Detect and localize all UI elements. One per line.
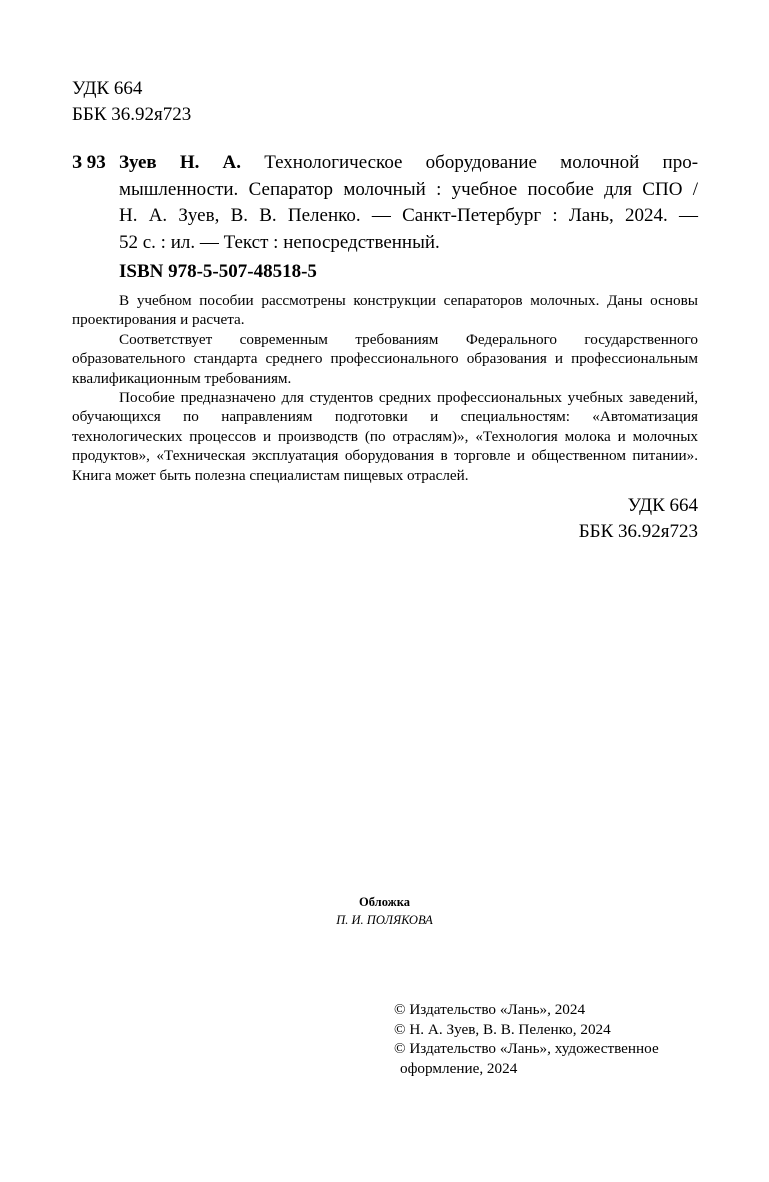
isbn: ISBN 978-5-507-48518-5 xyxy=(119,261,317,282)
bbk-code-bottom: ББК 36.92я723 xyxy=(578,521,698,542)
classification-bottom xyxy=(579,493,698,545)
abstract-paragraph-1: В учебном пособии рассмотрены конструкции сепараторов молочных. Даны основы проектирования и расчета. xyxy=(72,292,698,329)
bib-author: Зуев Н. А. xyxy=(119,152,242,173)
cover-designer: П. И. ПОЛЯКОВА xyxy=(336,913,433,927)
bib-line-1 xyxy=(119,150,698,177)
author-mark: З 93 xyxy=(72,152,106,173)
copyright-line-1: © Издательство «Лань», 2024 xyxy=(394,1001,586,1018)
bibliographic-record xyxy=(119,150,698,256)
udk-code-bottom: УДК 664 xyxy=(627,495,698,516)
cover-credit xyxy=(0,893,769,929)
copyright-line-2: © Н. А. Зуев, В. В. Пеленко, 2024 xyxy=(394,1020,611,1038)
cover-label: Обложка xyxy=(359,895,410,909)
classification-top xyxy=(72,76,191,128)
bbk-code: ББК 36.92я723 xyxy=(72,104,192,125)
bib-line-3: Н. А. Зуев, В. В. Пеленко. — Санкт-Петербург : Лань, 2024. — xyxy=(119,205,698,226)
bib-line-1-text: Технологическое оборудование молочной про- xyxy=(264,152,699,173)
abstract-paragraph-2: Соответствует современным требованиям Федерального государственного образовательного стандарта среднего профессионального образования и профессиональным квалификационным требованиям. xyxy=(72,330,698,387)
copyright-line-3: © Издательство «Лань», художественное xyxy=(394,1040,659,1057)
abstract xyxy=(72,291,698,485)
copyright-line-4: оформление, 2024 xyxy=(400,1059,518,1077)
copyright-block xyxy=(394,1000,659,1078)
abstract-paragraph-3: Пособие предназначено для студентов средних профессиональных учебных заведений, обучающихся по направлениям подготовки и специальностям: «Автоматизация технологических процессов и производств (по отраслям)», «Технология молока и молочных продуктов», «Техническая эксплуатация оборудования в торговле и общественном питании». Книга может быть полезна специалистам пищевых отраслей. xyxy=(72,389,698,484)
udk-code: УДК 664 xyxy=(72,78,143,99)
bib-line-2: мышленности. Сепаратор молочный : учебное пособие для СПО / xyxy=(119,178,698,200)
bib-line-4: 52 с. : ил. — Текст : непосредственный. xyxy=(119,231,440,253)
